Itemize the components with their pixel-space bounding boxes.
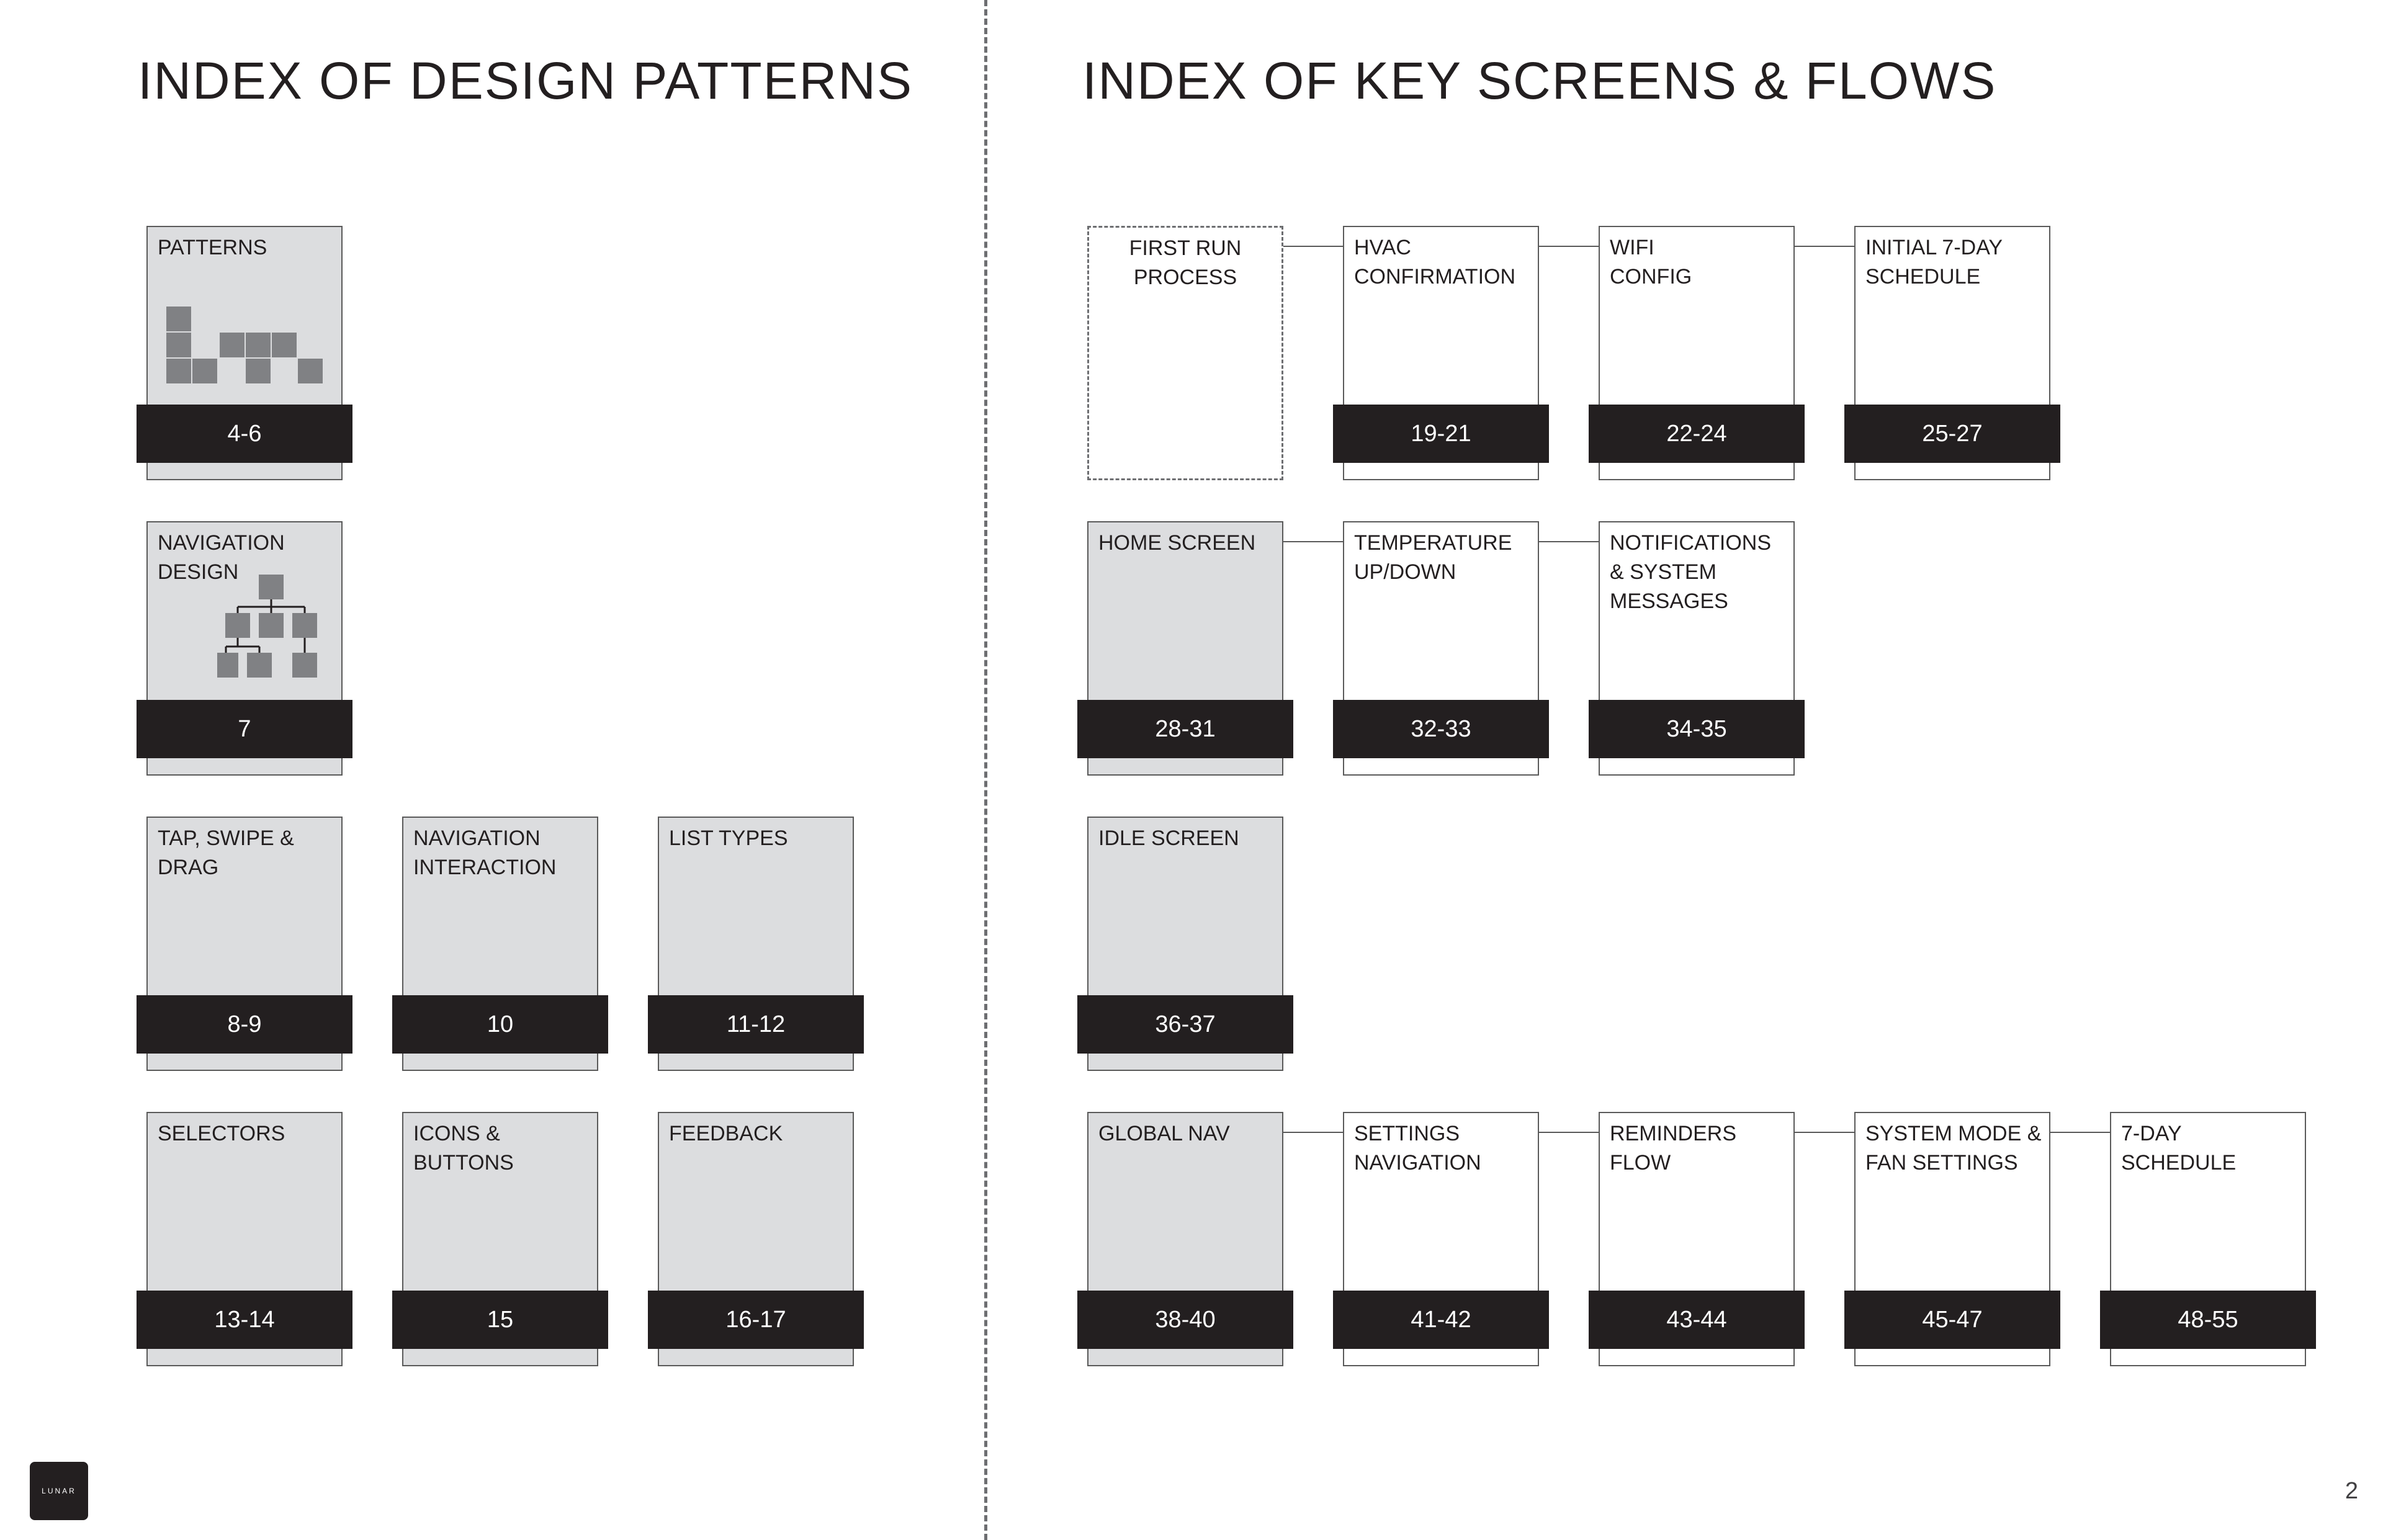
page-range-bar: 19-21	[1333, 405, 1549, 463]
screen-card-home-screen[interactable]	[1087, 521, 1283, 776]
page-range-bar: 8-9	[137, 995, 352, 1054]
page-range-bar: 38-40	[1077, 1291, 1293, 1349]
card-label: GLOBAL NAV	[1098, 1122, 1230, 1145]
flow-connector	[1795, 1132, 1854, 1133]
pattern-card-navigation-interaction[interactable]	[402, 817, 598, 1071]
page-range-bar: 15	[392, 1291, 608, 1349]
page-range-bar: 28-31	[1077, 700, 1293, 758]
card-label: TAP, SWIPE & DRAG	[158, 826, 294, 879]
screen-card-wifi-config[interactable]	[1599, 226, 1795, 480]
pattern-card-selectors[interactable]	[146, 1112, 343, 1366]
screen-card-global-nav[interactable]	[1087, 1112, 1283, 1366]
page-number: 2	[2345, 1478, 2358, 1504]
card-label: NAVIGATION DESIGN	[158, 531, 285, 584]
card-label: FIRST RUN PROCESS	[1129, 236, 1242, 289]
flow-connector	[1539, 1132, 1599, 1133]
page-range-bar: 43-44	[1589, 1291, 1805, 1349]
card-label: NOTIFICATIONS & SYSTEM MESSAGES	[1610, 531, 1772, 613]
card-label: SETTINGS NAVIGATION	[1354, 1122, 1481, 1175]
flow-connector	[1795, 246, 1854, 247]
card-label: ICONS & BUTTONS	[413, 1122, 514, 1175]
pattern-card-feedback[interactable]	[658, 1112, 854, 1366]
hierarchy-tree-icon	[217, 575, 335, 692]
card-label: INITIAL 7-DAY SCHEDULE	[1865, 236, 2003, 289]
card-label: FEEDBACK	[669, 1122, 783, 1145]
screen-card-7-day-schedule[interactable]	[2110, 1112, 2306, 1366]
pattern-card-icons-buttons[interactable]	[402, 1112, 598, 1366]
flow-connector	[1539, 541, 1599, 542]
screens-index-title: INDEX OF KEY SCREENS & FLOWS	[1082, 51, 1997, 110]
card-label: PATTERNS	[158, 236, 267, 259]
screen-card-first-run-process[interactable]	[1087, 226, 1283, 480]
page-range-bar: 11-12	[648, 995, 864, 1054]
logo-text: LUNAR	[42, 1487, 76, 1495]
screen-card-notifications-system-messages[interactable]	[1599, 521, 1795, 776]
page-range-bar: 7	[137, 700, 352, 758]
patterns-index-title: INDEX OF DESIGN PATTERNS	[138, 51, 913, 110]
page-range-bar: 48-55	[2100, 1291, 2316, 1349]
card-label: NAVIGATION INTERACTION	[413, 826, 557, 879]
flow-connector	[2050, 1132, 2110, 1133]
page-range-bar: 36-37	[1077, 995, 1293, 1054]
page-range-bar: 45-47	[1844, 1291, 2060, 1349]
page-range-bar: 41-42	[1333, 1291, 1549, 1349]
page-range-bar: 10	[392, 995, 608, 1054]
page-range-bar: 32-33	[1333, 700, 1549, 758]
card-label: TEMPERATURE UP/DOWN	[1354, 531, 1512, 584]
screen-card-temperature-up-down[interactable]	[1343, 521, 1539, 776]
lunar-logo	[30, 1462, 88, 1520]
pattern-card-list-types[interactable]	[658, 817, 854, 1071]
page-range-bar: 13-14	[137, 1291, 352, 1349]
screen-card-system-mode-fan-settings[interactable]	[1854, 1112, 2050, 1366]
page-range-bar: 22-24	[1589, 405, 1805, 463]
screen-card-reminders-flow[interactable]	[1599, 1112, 1795, 1366]
card-label: HOME SCREEN	[1098, 531, 1256, 555]
card-label: SELECTORS	[158, 1122, 285, 1145]
screen-card-hvac-confirmation[interactable]	[1343, 226, 1539, 480]
card-label: REMINDERS FLOW	[1610, 1122, 1737, 1175]
page-range-bar: 16-17	[648, 1291, 864, 1349]
pattern-card-navigation-design[interactable]	[146, 521, 343, 776]
screen-card-settings-navigation[interactable]	[1343, 1112, 1539, 1366]
flow-connector	[1283, 246, 1343, 247]
page-range-bar: 25-27	[1844, 405, 2060, 463]
card-label: WIFI CONFIG	[1610, 236, 1692, 289]
flow-connector	[1539, 246, 1599, 247]
grid-patterns-icon	[166, 307, 328, 387]
flow-connector	[1283, 541, 1343, 542]
page-range-bar: 4-6	[137, 405, 352, 463]
pattern-card-tap-swipe-drag[interactable]	[146, 817, 343, 1071]
card-label: SYSTEM MODE & FAN SETTINGS	[1865, 1122, 2042, 1175]
card-label: HVAC CONFIRMATION	[1354, 236, 1516, 289]
flow-connector	[1283, 1132, 1343, 1133]
pattern-card-patterns[interactable]	[146, 226, 343, 480]
screen-card-idle-screen[interactable]	[1087, 817, 1283, 1071]
page-range-bar: 34-35	[1589, 700, 1805, 758]
card-label: LIST TYPES	[669, 826, 788, 850]
card-label: IDLE SCREEN	[1098, 826, 1239, 850]
card-label: 7-DAY SCHEDULE	[2121, 1122, 2237, 1175]
screen-card-initial-7-day-schedule[interactable]	[1854, 226, 2050, 480]
page-divider	[984, 0, 987, 1540]
